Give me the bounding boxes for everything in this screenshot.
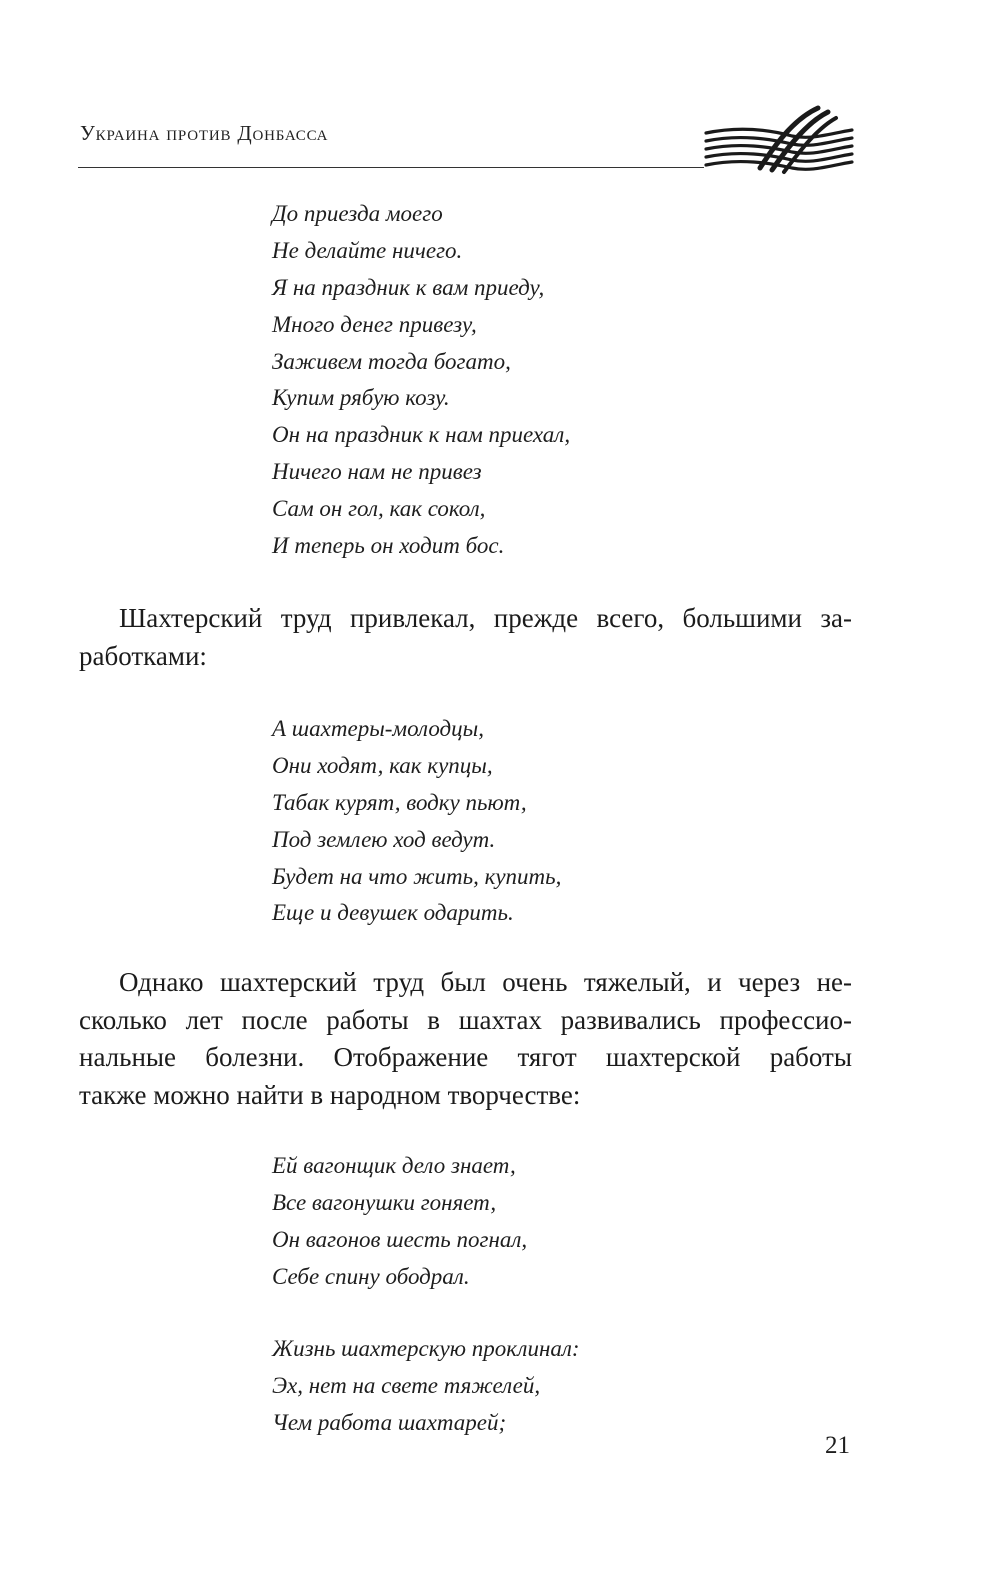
paragraph-line: Шахтерский труд привлекал, прежде всего, большими за-: [119, 603, 852, 633]
verse-line: Сам он гол, как сокол,: [272, 496, 486, 522]
verse-block-2: [272, 711, 561, 932]
verse-line: Заживем тогда богато,: [272, 348, 511, 374]
verse-line: И теперь он ходит бос.: [272, 533, 505, 559]
verse-line: Табак курят, водку пьют,: [272, 789, 527, 815]
verse-line: Будет на что жить, купить,: [272, 863, 562, 889]
running-header-title: Украина против Донбасса: [80, 121, 329, 145]
header-rule: [78, 167, 704, 168]
paragraph-1: [79, 600, 852, 675]
verse-block-4: [272, 1331, 580, 1442]
verse-line: Они ходят, как купцы,: [272, 752, 493, 778]
verse-line: Под землею ход ведут.: [272, 826, 496, 852]
verse-line: Я на праздник к вам приеду,: [272, 274, 545, 300]
paragraph-line: Однако шахтерский труд был очень тяжелый, и через не-: [119, 967, 852, 997]
verse-line: Себе спину ободрал.: [272, 1263, 470, 1289]
verse-line: Он вагонов шесть погнал,: [272, 1226, 528, 1252]
verse-line: Все вагонушки гоняет,: [272, 1189, 497, 1215]
verse-line: Еще и девушек одарить.: [272, 900, 514, 926]
verse-line: Не делайте ничего.: [272, 237, 463, 263]
verse-line: Эх, нет на свете тяжелей,: [272, 1372, 541, 1398]
verse-line: Он на праздник к нам приехал,: [272, 422, 571, 448]
verse-line: Купим рябую козу.: [272, 385, 450, 411]
paragraph-line: также можно найти в народном творчестве:: [79, 1079, 581, 1110]
wavy-ribbon-icon: [700, 100, 860, 180]
verse-line: Чем работа шахтарей;: [272, 1409, 507, 1435]
page-number: 21: [825, 1432, 850, 1459]
verse-line: Жизнь шахтерскую проклинал:: [272, 1336, 580, 1361]
paragraph-2: [79, 964, 852, 1114]
paragraph-line: нальные болезни. Отображение тягот шахтерской работы: [79, 1042, 852, 1072]
verse-line: До приезда моего: [272, 201, 443, 226]
verse-block-1: [272, 196, 570, 565]
verse-line: Много денег привезу,: [272, 311, 477, 337]
verse-line: А шахтеры-молодцы,: [272, 716, 484, 741]
verse-line: Ничего нам не привез: [272, 459, 482, 485]
verse-block-3: [272, 1148, 527, 1296]
paragraph-line: сколько лет после работы в шахтах развивались профессио-: [79, 1004, 852, 1035]
verse-line: Ей вагонщик дело знает,: [272, 1153, 516, 1178]
paragraph-line: работками:: [79, 640, 207, 671]
